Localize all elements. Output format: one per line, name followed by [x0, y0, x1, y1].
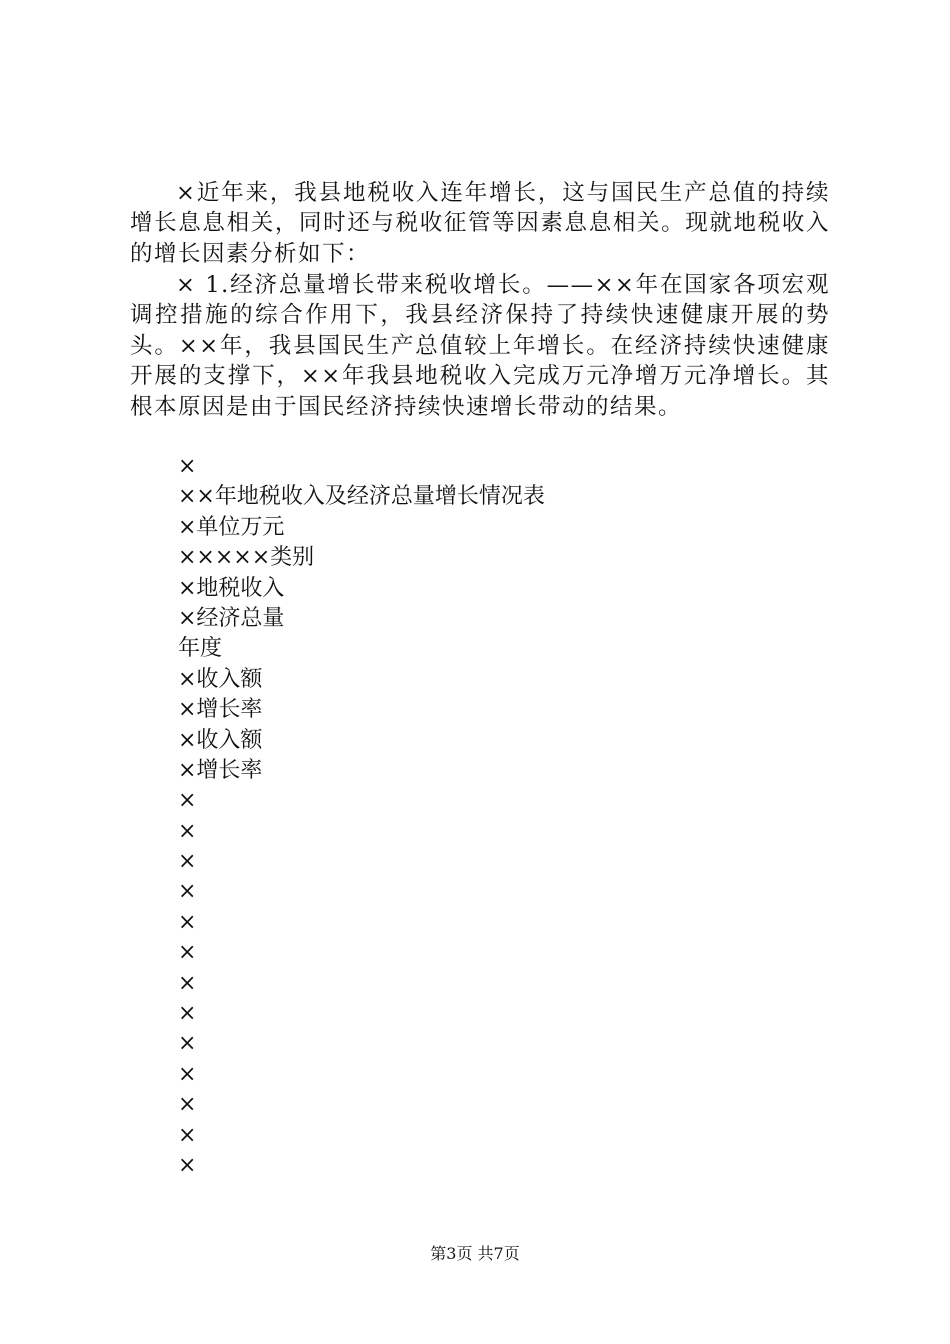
- text-line: ×: [178, 788, 197, 814]
- text-line: ×: [178, 879, 197, 905]
- table-header-category: ×××××类别: [178, 545, 315, 571]
- text-line: ×: [178, 909, 197, 935]
- table-header-economic-total: ×经济总量: [178, 605, 285, 631]
- text-line: ×: [178, 454, 197, 479]
- text-line: ×: [178, 1122, 197, 1148]
- table-header-growth-rate: ×增长率: [178, 697, 263, 723]
- table-header-income-amount: ×收入额: [178, 727, 263, 753]
- table-title: ××年地税收入及经济总量增长情况表: [178, 484, 545, 510]
- text-line: ×: [178, 1061, 197, 1087]
- text-line: ×: [178, 849, 197, 875]
- text-line: ×: [178, 1001, 197, 1027]
- text-line: ×: [178, 1092, 197, 1118]
- economic-growth-paragraph: × 1.经济总量增长带来税收增长。——××年在国家各项宏观调控措施的综合作用下，我县经济保持了持续快速健康开展的势头。××年，我县国民生产总值较上年增长。在经济持续快速健康开展的支撑下，××年我县地税收入完成万元净增万元净增长。其根本原因是由于国民经济持续快速增长带动的结果。: [130, 272, 830, 420]
- table-content-lines: [178, 452, 828, 1181]
- page-number-footer: 第3页 共7页: [430, 1244, 520, 1263]
- text-line: ×: [178, 1031, 197, 1057]
- intro-paragraph: ×近年来，我县地税收入连年增长，这与国民生产总值的持续增长息息相关，同时还与税收征管等因素息息相关。现就地税收入的增长因素分析如下：: [130, 180, 830, 267]
- text-line: ×: [178, 1152, 197, 1178]
- text-line: ×: [178, 940, 197, 966]
- table-header-income-amount: ×收入额: [178, 666, 263, 692]
- text-line: ×: [178, 970, 197, 996]
- table-unit: ×单位万元: [178, 514, 285, 540]
- table-header-tax-income: ×地税收入: [178, 575, 285, 601]
- table-header-year: 年度: [178, 636, 223, 662]
- table-header-growth-rate: ×增长率: [178, 757, 263, 783]
- text-line: ×: [178, 818, 197, 844]
